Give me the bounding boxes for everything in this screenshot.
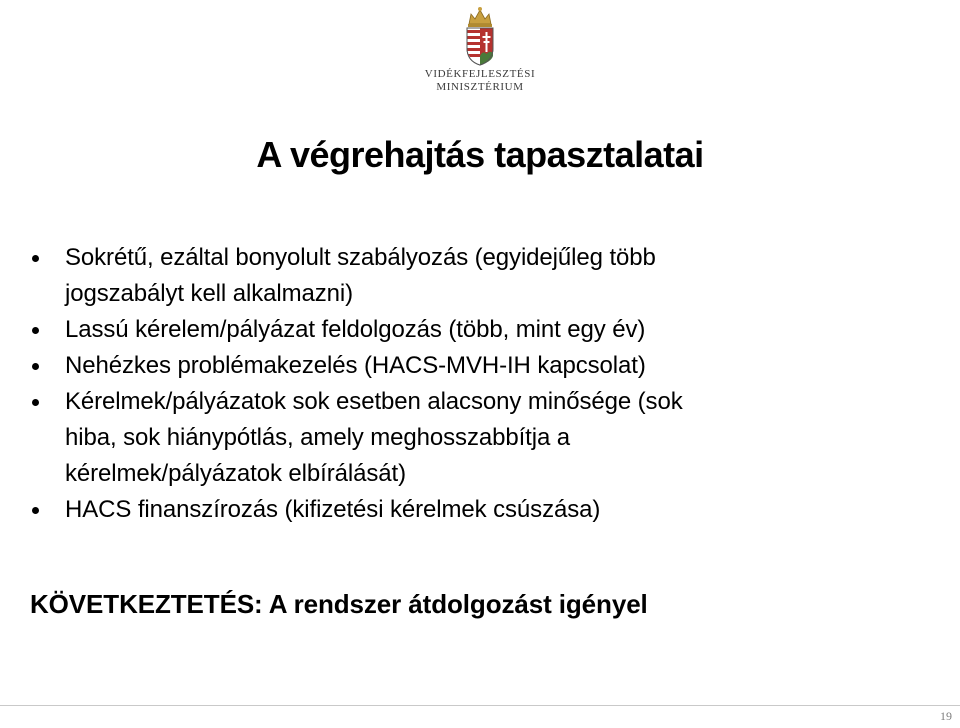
bullet-dot-icon xyxy=(32,255,39,262)
bullet-line: Lassú kérelem/pályázat feldolgozás (több, mint egy év) xyxy=(65,316,646,343)
slide-title: A végrehajtás tapasztalatai xyxy=(256,134,704,175)
ministry-name xyxy=(420,68,540,94)
bullet-item xyxy=(32,312,912,348)
ministry-name-line2: MINISZTÉRIUM xyxy=(436,81,524,93)
bullet-dot-icon xyxy=(32,327,39,334)
footer-divider xyxy=(0,705,960,706)
coat-of-arms-icon xyxy=(463,6,497,66)
bullet-line: Sokrétű, ezáltal bonyolult szabályozás (egyidejűleg több xyxy=(65,244,656,271)
bullet-item xyxy=(32,240,912,312)
page-number: 19 xyxy=(940,709,952,723)
bullet-dot-icon xyxy=(32,399,39,406)
bullet-item xyxy=(32,492,912,528)
bullet-line: hiba, sok hiánypótlás, amely meghosszabbítja a xyxy=(65,424,571,451)
bullet-item xyxy=(32,348,912,384)
bullet-dot-icon xyxy=(32,507,39,514)
ministry-name-line1: VIDÉKFEJLESZTÉSI xyxy=(424,68,536,80)
bullet-item xyxy=(32,384,912,492)
bullet-line: kérelmek/pályázatok elbírálását) xyxy=(65,460,406,487)
bullet-line: Nehézkes problémakezelés (HACS-MVH-IH kapcsolat) xyxy=(65,352,646,379)
bullet-line: HACS finanszírozás (kifizetési kérelmek csúszása) xyxy=(65,496,601,523)
ministry-logo xyxy=(420,6,540,98)
bullet-list xyxy=(32,240,912,528)
bullet-dot-icon xyxy=(32,363,39,370)
conclusion-text: KÖVETKEZTETÉS: A rendszer átdolgozást igényel xyxy=(30,589,648,619)
bullet-line: jogszabályt kell alkalmazni) xyxy=(65,280,353,307)
bullet-line: Kérelmek/pályázatok sok esetben alacsony minősége (sok xyxy=(65,388,683,415)
